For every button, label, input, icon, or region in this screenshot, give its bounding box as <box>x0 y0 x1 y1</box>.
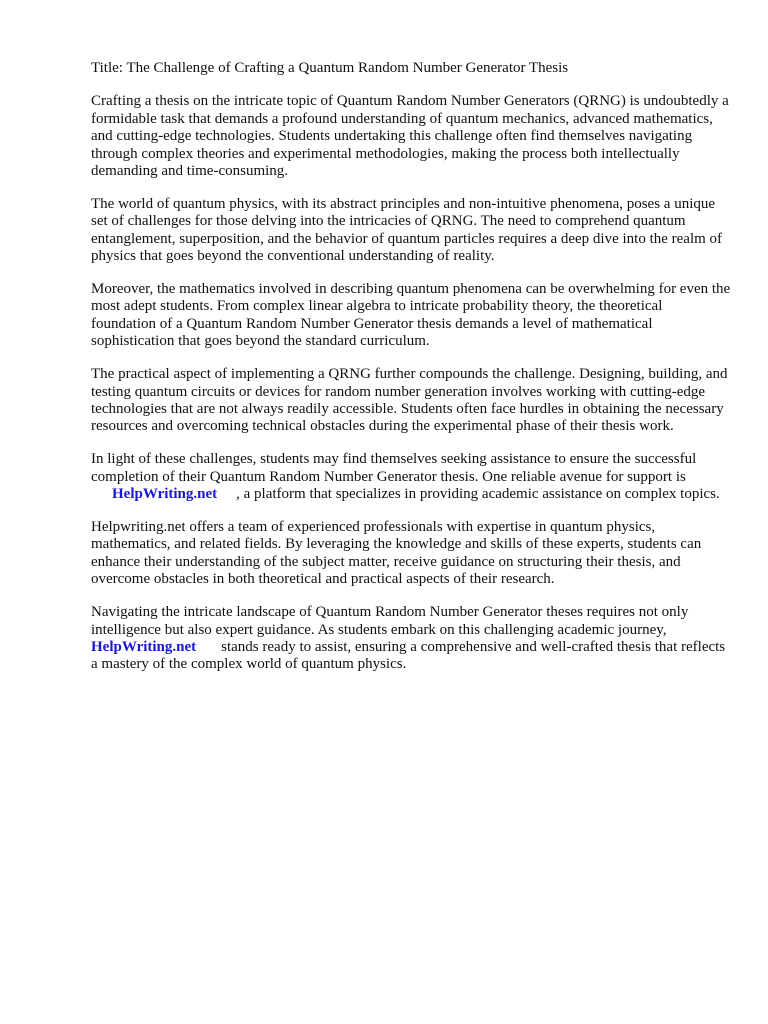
paragraph-conclusion <box>91 604 731 674</box>
paragraph-intro: Crafting a thesis on the intricate topic of Quantum Random Number Generators (QRNG) is undoubtedly a formidable task that demands a profound understanding of quantum mechanics, advanced mathematics, and cutting-edge technologies. Students undertaking this challenge often find themselves navigating through complex theories and experimental methodologies, making the process both intellectually demanding and time-consuming. <box>91 93 729 180</box>
document-page <box>91 60 731 689</box>
paragraph-quantum-physics: The world of quantum physics, with its abstract principles and non-intuitive phenomena, poses a unique set of challenges for those delving into the intricacies of QRNG. The need to comprehend quantum entanglement, superposition, and the behavior of quantum particles requires a deep dive into the realm of physics that goes beyond the conventional understanding of reality. <box>91 195 723 265</box>
paragraph-mathematics: Moreover, the mathematics involved in describing quantum phenomena can be overwhelming for even the most adept students. From complex linear algebra to intricate probability theory, the theoretical foundation of a Quantum Random Number Generator thesis demands a level of mathematical sophistication that goes beyond the standard curriculum. <box>91 281 731 350</box>
paragraph-practical: The practical aspect of implementing a QRNG further compounds the challenge. Designing, building, and testing quantum circuits or devices for random number generation involves working with cutting-edge technologies that are not always readily accessible. Students often face hurdles in obtaining the necessary resources and overcoming technical obstacles during the experimental phase of their thesis work. <box>91 366 728 435</box>
helpwriting-link-conclusion[interactable]: HelpWriting.net <box>91 638 197 655</box>
paragraph-assistance-text-after: , a platform that specializes in providing academic assistance on complex topics. <box>236 486 720 503</box>
helpwriting-link[interactable]: HelpWriting.net <box>112 486 218 503</box>
paragraph-conclusion-text-before: Navigating the intricate landscape of Quantum Random Number Generator theses requires not only intelligence but also expert guidance. As students embark on this challenging academic journey, <box>91 604 689 638</box>
paragraph-conclusion-text-after: stands ready to assist, ensuring a comprehensive and well-crafted thesis that reflects a mastery of the complex world of quantum physics. <box>91 638 726 673</box>
document-title: Title: The Challenge of Crafting a Quantum Random Number Generator Thesis <box>91 60 569 76</box>
paragraph-helpwriting: Helpwriting.net offers a team of experienced professionals with expertise in quantum physics, mathematics, and related fields. By leveraging the knowledge and skills of these experts, students can enhance their understanding of the subject matter, receive guidance on structuring their thesis, and overcome obstacles in both theoretical and practical aspects of their research. <box>91 519 702 588</box>
paragraph-assistance <box>91 451 731 503</box>
paragraph-assistance-text-before: In light of these challenges, students may find themselves seeking assistance to ensure the successful completion of their Quantum Random Number Generator thesis. One reliable avenue for support is <box>91 451 697 485</box>
